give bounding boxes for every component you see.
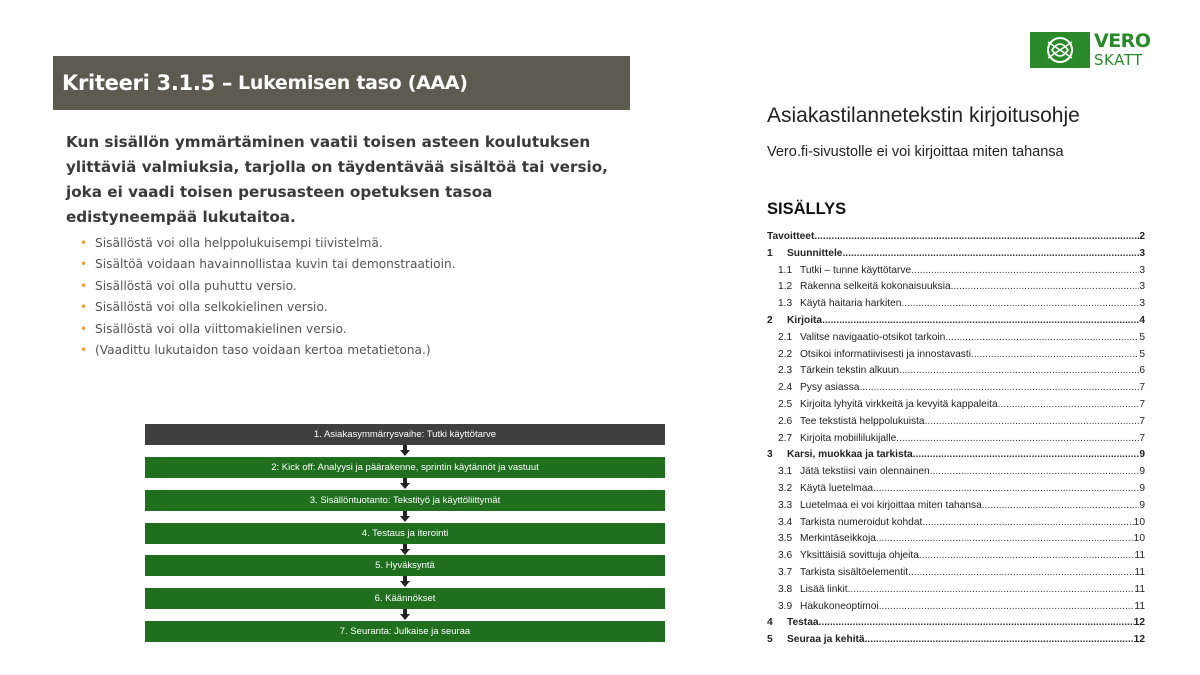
flow-step-1: 1. Asiakasymmärrysvaihe: Tutki käyttötarve xyxy=(145,424,665,445)
toc-leader-dots xyxy=(876,531,1134,548)
logo-word-vero: VERO xyxy=(1094,30,1151,52)
toc-entry-number: 2.7 xyxy=(778,432,793,444)
toc-entry-label: Otsikoi informatiivisesti ja innostavasti xyxy=(800,348,971,360)
toc-entry-page: 7 xyxy=(1139,398,1145,410)
vero-skatt-logo xyxy=(1030,32,1150,70)
toc-entry-page: 3 xyxy=(1139,247,1145,259)
logo-word-skatt: SKATT xyxy=(1094,51,1143,69)
bullet-text: Sisällöstä voi olla selkokielinen versio. xyxy=(95,300,328,315)
toc-heading: SISÄLLYS xyxy=(767,200,847,218)
toc-entry-label: Rakenna selkeitä kokonaisuuksia xyxy=(800,281,951,293)
bullet-text: Sisällöstä voi olla helppolukuisempi tiivistelmä. xyxy=(95,236,383,250)
flow-arrow-icon xyxy=(400,511,410,523)
toc-entry[interactable] xyxy=(767,431,1145,448)
flow-arrow-icon xyxy=(400,478,410,490)
toc-entry-page: 11 xyxy=(1134,550,1145,562)
toc-leader-dots xyxy=(911,263,1139,280)
toc-entry-label: Tarkista numeroidut kohdat xyxy=(800,516,923,528)
flow-step-2: 2: Kick off: Analyysi ja päärakenne, sprintin käytännöt ja vastuut xyxy=(145,457,665,478)
slide-title-bar xyxy=(53,56,630,110)
toc-entry-page: 9 xyxy=(1139,449,1145,461)
toc-entry-number: 1 xyxy=(767,247,773,259)
flow-step-4: 4. Testaus ja iterointi xyxy=(145,523,665,544)
toc-leader-dots xyxy=(873,481,1139,498)
bullet-item xyxy=(80,297,456,318)
toc-leader-dots xyxy=(913,447,1140,464)
toc-entry-label: Seuraa ja kehitä xyxy=(787,634,865,646)
toc-entry-page: 7 xyxy=(1139,432,1145,444)
flow-arrow-icon xyxy=(400,609,410,621)
toc-leader-dots xyxy=(945,330,1139,347)
toc-entry-label: Kirjoita lyhyitä virkkeitä ja kevyitä kappaleita xyxy=(800,398,998,410)
toc-entry[interactable] xyxy=(767,615,1145,632)
toc-entry-number: 2.4 xyxy=(778,382,793,394)
toc-entry-label: Tarkista sisältöelementit xyxy=(800,566,909,578)
toc-leader-dots xyxy=(930,464,1140,481)
toc-leader-dots xyxy=(899,363,1139,380)
toc-entry[interactable] xyxy=(767,481,1145,498)
toc-entry-number: 1.1 xyxy=(778,264,793,276)
toc-entry-label: Kirjoita mobiililukijalle xyxy=(800,432,897,444)
toc-entry[interactable] xyxy=(767,279,1145,296)
toc-leader-dots xyxy=(848,582,1135,599)
toc-leader-dots xyxy=(842,246,1139,263)
toc-entry-label: Tärkein tekstin alkuun xyxy=(800,365,900,377)
toc-entry[interactable] xyxy=(767,565,1145,582)
toc-entry[interactable] xyxy=(767,632,1145,649)
toc-entry[interactable] xyxy=(767,363,1145,380)
toc-leader-dots xyxy=(859,380,1139,397)
toc-leader-dots xyxy=(925,414,1140,431)
toc-entry-page: 10 xyxy=(1133,533,1145,545)
bullet-text: Sisältöä voidaan havainnollistaa kuvin tai demonstraatioin. xyxy=(95,257,456,272)
toc-entry-number: 3.8 xyxy=(778,583,793,595)
toc-entry[interactable] xyxy=(767,464,1145,481)
logo-emblem-icon xyxy=(1030,32,1090,68)
toc-entry-number: 3.7 xyxy=(778,566,793,578)
toc-entry[interactable] xyxy=(767,347,1145,364)
toc-entry-page: 11 xyxy=(1134,600,1145,612)
toc-entry-page: 12 xyxy=(1133,617,1145,629)
bullet-dot-icon: • xyxy=(80,300,88,315)
toc-entry-number: 1.3 xyxy=(778,298,793,310)
toc-entry-page: 4 xyxy=(1139,314,1145,326)
toc-entry-label: Karsi, muokkaa ja tarkista xyxy=(787,449,913,461)
bullet-item xyxy=(80,254,456,275)
toc-entry-number: 2.3 xyxy=(778,365,793,377)
toc-entry[interactable] xyxy=(767,263,1145,280)
toc-entry-number: 3.1 xyxy=(778,466,793,478)
toc-leader-dots xyxy=(901,296,1139,313)
toc-leader-dots xyxy=(865,632,1134,649)
bullet-dot-icon: • xyxy=(80,257,88,272)
bullet-text: (Vaadittu lukutaidon taso voidaan kertoa metatietona.) xyxy=(95,342,431,357)
toc-entry[interactable] xyxy=(767,229,1145,246)
toc-entry-page: 3 xyxy=(1139,281,1145,293)
toc-entry-number: 2.1 xyxy=(778,331,793,343)
toc-entry-page: 11 xyxy=(1134,566,1145,578)
toc-entry-number: 3.5 xyxy=(778,533,793,545)
toc-entry-number: 3.4 xyxy=(778,516,793,528)
toc-entry-number: 2.2 xyxy=(778,348,793,360)
toc-entry-number: 3.2 xyxy=(778,482,793,494)
toc-entry-label: Testaa xyxy=(787,617,819,629)
toc-entry-label: Tutki – tunne käyttötarve xyxy=(800,264,912,276)
toc-entry-number: 2 xyxy=(767,314,773,326)
toc-leader-dots xyxy=(922,515,1133,532)
toc-leader-dots xyxy=(908,565,1134,582)
toc-entry[interactable] xyxy=(767,380,1145,397)
toc-entry-number: 1.2 xyxy=(778,281,793,293)
toc-entry-label: Suunnittele xyxy=(787,247,843,259)
toc-entry-page: 3 xyxy=(1139,264,1145,276)
toc-entry-label: Luetelmaa ei voi kirjoittaa miten tahansa xyxy=(800,499,982,511)
toc-entry-label: Valitse navigaatio-otsikot tarkoin xyxy=(800,331,946,343)
toc-entry[interactable] xyxy=(767,582,1145,599)
toc-entry-number: 2.5 xyxy=(778,398,793,410)
flow-step-5: 5. Hyväksyntä xyxy=(145,555,665,576)
toc-entry-label: Hakukoneoptimoi xyxy=(800,600,879,612)
table-of-contents xyxy=(767,229,1145,649)
toc-entry-label: Käytä luetelmaa xyxy=(800,482,874,494)
toc-leader-dots xyxy=(919,548,1135,565)
slide-bullet-list xyxy=(80,233,456,361)
toc-entry-label: Käytä haitaria harkiten xyxy=(800,298,902,310)
toc-entry[interactable] xyxy=(767,414,1145,431)
toc-entry[interactable] xyxy=(767,397,1145,414)
flow-step-7: 7. Seuranta: Julkaise ja seuraa xyxy=(145,621,665,642)
document-subtitle: Vero.fi-sivustolle ei voi kirjoittaa miten tahansa xyxy=(767,144,1064,160)
toc-entry[interactable] xyxy=(767,548,1145,565)
toc-entry[interactable] xyxy=(767,447,1145,464)
slide-lead-paragraph: Kun sisällön ymmärtäminen vaatii toisen asteen koulutuksen ylittäviä valmiuksia, tarjolla on täydentävää sisältöä tai versio, joka ei vaadi toisen perusasteen opetuksen tasoa edistyneempää lukutaitoa. xyxy=(66,133,608,226)
toc-leader-dots xyxy=(971,347,1139,364)
bullet-dot-icon: • xyxy=(80,278,88,293)
toc-entry[interactable] xyxy=(767,599,1145,616)
toc-entry-label: Lisää linkit xyxy=(800,583,848,595)
toc-entry-number: 3 xyxy=(767,449,773,461)
toc-entry-label: Tavoitteet xyxy=(767,231,815,242)
toc-entry-page: 10 xyxy=(1133,516,1145,528)
toc-entry-label: Pysy asiassa xyxy=(800,382,860,394)
bullet-text: Sisällöstä voi olla puhuttu versio. xyxy=(95,278,297,293)
toc-entry-label: Yksittäisiä sovittuja ohjeita xyxy=(800,550,919,562)
toc-entry-number: 3.3 xyxy=(778,499,793,511)
toc-entry[interactable] xyxy=(767,246,1145,263)
flow-arrow-icon xyxy=(400,576,410,588)
toc-entry-label: Merkintäseikkoja xyxy=(800,533,876,545)
toc-entry-page: 9 xyxy=(1139,482,1145,494)
bullet-item xyxy=(80,340,456,361)
toc-entry-label: Tee tekstistä helppolukuista xyxy=(800,415,925,427)
toc-entry-page: 7 xyxy=(1139,382,1145,394)
bullet-dot-icon: • xyxy=(80,342,88,357)
toc-leader-dots xyxy=(951,279,1140,296)
toc-entry-page: 7 xyxy=(1139,415,1145,427)
toc-leader-dots xyxy=(822,313,1139,330)
toc-entry[interactable] xyxy=(767,498,1145,515)
flow-step-6: 6. Käännökset xyxy=(145,588,665,609)
toc-entry-page: 6 xyxy=(1139,365,1145,377)
toc-entry[interactable] xyxy=(767,330,1145,347)
toc-leader-dots xyxy=(814,229,1139,246)
toc-leader-dots xyxy=(982,498,1140,515)
slide-title-rest: Lukemisen taso (AAA) xyxy=(238,72,468,94)
bullet-item xyxy=(80,319,456,340)
toc-entry-page: 2 xyxy=(1139,231,1145,242)
toc-entry-page: 11 xyxy=(1134,583,1145,595)
slide-title-main: Kriteeri 3.1.5 – xyxy=(62,71,233,95)
bullet-item xyxy=(80,276,456,297)
toc-leader-dots xyxy=(998,397,1140,414)
bullet-item xyxy=(80,233,456,254)
toc-leader-dots xyxy=(819,615,1134,632)
toc-entry-page: 9 xyxy=(1139,499,1145,511)
toc-entry-page: 9 xyxy=(1139,466,1145,478)
toc-entry-page: 5 xyxy=(1139,331,1145,343)
bullet-dot-icon: • xyxy=(80,321,88,336)
flow-arrow-icon xyxy=(400,445,410,457)
toc-entry[interactable] xyxy=(767,313,1145,330)
document-title: Asiakastilannetekstin kirjoitusohje xyxy=(767,104,1080,127)
toc-entry-number: 4 xyxy=(767,617,773,629)
toc-leader-dots xyxy=(879,599,1135,616)
toc-leader-dots xyxy=(896,431,1139,448)
toc-entry-page: 12 xyxy=(1133,634,1145,646)
bullet-text: Sisällöstä voi olla viittomakielinen versio. xyxy=(95,321,347,336)
toc-entry[interactable] xyxy=(767,515,1145,532)
toc-entry[interactable] xyxy=(767,531,1145,548)
toc-entry-page: 3 xyxy=(1139,298,1145,310)
toc-entry-number: 3.9 xyxy=(778,600,793,612)
toc-entry-number: 3.6 xyxy=(778,550,793,562)
bullet-dot-icon: • xyxy=(80,236,88,250)
flow-step-3: 3. Sisällöntuotanto: Tekstityö ja käyttöliittymät xyxy=(145,490,665,511)
toc-entry-number: 5 xyxy=(767,634,773,646)
toc-entry-label: Jätä tekstiisi vain olennainen xyxy=(800,466,930,478)
toc-entry-number: 2.6 xyxy=(778,415,793,427)
toc-entry-page: 5 xyxy=(1139,348,1145,360)
toc-entry-label: Kirjoita xyxy=(787,314,823,326)
toc-entry[interactable] xyxy=(767,296,1145,313)
